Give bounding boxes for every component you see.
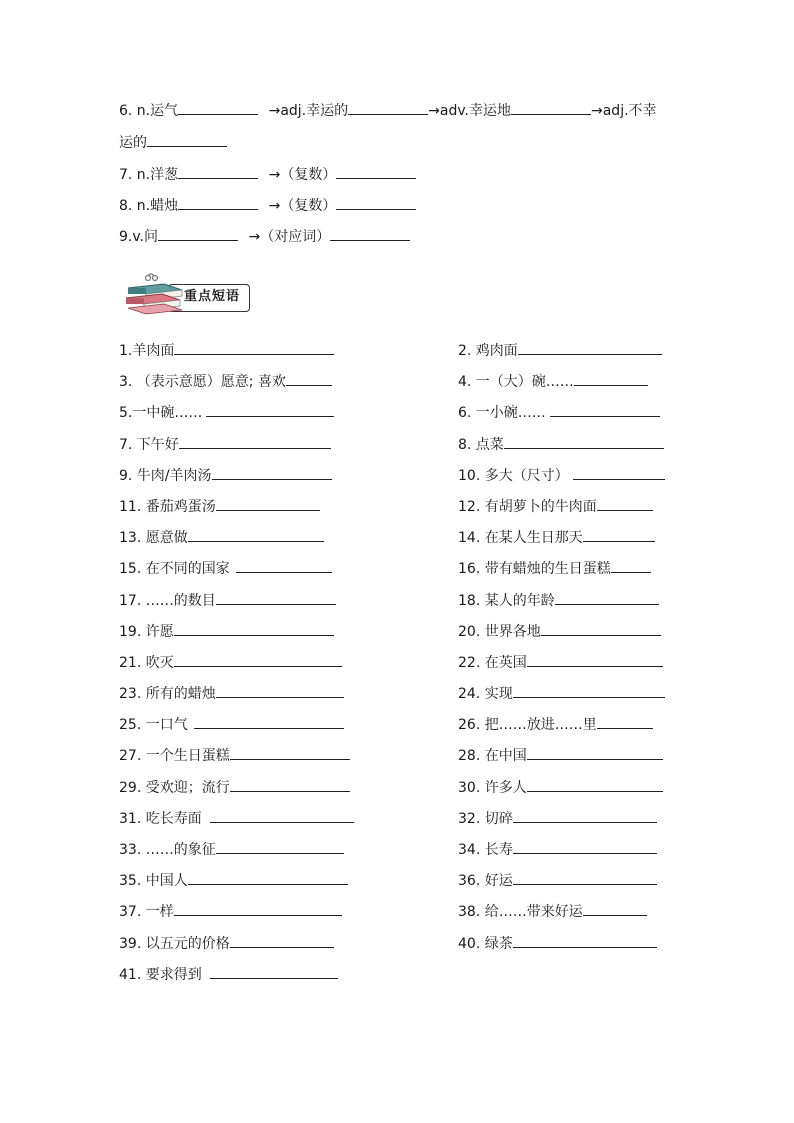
phrase-label: 11. 番茄鸡蛋汤	[119, 498, 216, 515]
phrase-label: 13. 愿意做	[119, 530, 188, 547]
phrase-label: 12. 有胡萝卜的牛肉面	[458, 498, 597, 515]
phrase-label: 41. 要求得到	[119, 966, 202, 983]
vocab-9-label: 9.v.问	[119, 229, 159, 245]
phrase-label: 26. 把……放进……里	[458, 717, 597, 734]
phrase-label: 20. 世界各地	[458, 623, 541, 640]
phrase-item	[119, 714, 344, 736]
phrase-item	[119, 839, 344, 861]
phrase-item	[119, 745, 350, 767]
phrase-label: 4. 一（大）碗……	[458, 374, 574, 391]
phrase-item	[119, 340, 334, 362]
vocab-line-6-cont	[119, 132, 227, 153]
phrase-label: 25. 一口气	[119, 717, 188, 734]
answer-blank[interactable]	[230, 777, 350, 792]
answer-blank[interactable]	[573, 465, 665, 480]
phrase-item	[119, 621, 334, 643]
answer-blank[interactable]	[188, 870, 348, 885]
answer-blank[interactable]	[216, 839, 344, 854]
phrase-label: 32. 切碎	[458, 810, 513, 827]
answer-blank[interactable]	[174, 621, 334, 636]
answer-blank[interactable]	[597, 714, 653, 729]
phrase-item	[119, 901, 342, 923]
phrase-item	[119, 683, 344, 705]
phrase-row	[119, 590, 679, 621]
phrase-item	[458, 621, 661, 643]
answer-blank[interactable]	[574, 371, 648, 386]
vocab-line-7	[119, 164, 416, 185]
answer-blank[interactable]	[513, 870, 657, 885]
phrase-label: 10. 多大（尺寸）	[458, 467, 569, 484]
vocab-6-adv: →adv.幸运地	[428, 103, 511, 119]
phrase-item	[458, 714, 653, 736]
phrase-row	[119, 371, 679, 402]
answer-blank[interactable]	[286, 371, 332, 386]
answer-blank[interactable]	[504, 434, 664, 449]
phrase-label: 6. 一小碗……	[458, 405, 546, 422]
answer-blank[interactable]	[550, 402, 660, 417]
phrase-label: 8. 点菜	[458, 436, 504, 453]
phrase-item	[458, 777, 663, 799]
phrase-label: 35. 中国人	[119, 873, 188, 890]
phrase-label: 31. 吃长寿面	[119, 810, 202, 827]
answer-blank[interactable]	[216, 683, 344, 698]
answer-blank[interactable]	[513, 839, 657, 854]
phrase-row	[119, 839, 679, 870]
answer-blank[interactable]	[611, 558, 651, 573]
phrase-label: 15. 在不同的国家	[119, 561, 230, 578]
phrase-item	[458, 496, 653, 518]
phrase-label: 29. 受欢迎；流行	[119, 779, 230, 796]
answer-blank[interactable]	[216, 496, 320, 511]
phrase-row	[119, 933, 679, 964]
phrase-label: 36. 好运	[458, 873, 513, 890]
phrase-item	[458, 652, 663, 674]
phrase-label: 23. 所有的蜡烛	[119, 686, 216, 703]
answer-blank[interactable]	[174, 652, 342, 667]
phrase-row	[119, 402, 679, 433]
phrase-row	[119, 496, 679, 527]
vocab-line-8	[119, 195, 416, 216]
vocab-6-neg: →adj.不幸	[591, 103, 657, 119]
phrase-row	[119, 683, 679, 714]
answer-blank[interactable]	[527, 652, 663, 667]
phrase-item	[119, 496, 320, 518]
phrase-row	[119, 621, 679, 652]
phrase-item	[119, 465, 332, 487]
phrase-item	[458, 933, 657, 955]
vocab-line-6	[119, 100, 657, 121]
answer-blank[interactable]	[210, 808, 354, 823]
phrase-label: 16. 带有蜡烛的生日蛋糕	[458, 561, 611, 578]
phrase-label: 14. 在某人生日那天	[458, 530, 583, 547]
phrase-label: 22. 在英国	[458, 654, 527, 671]
phrase-row	[119, 527, 679, 558]
phrase-label: 34. 长寿	[458, 842, 513, 858]
phrase-item	[119, 371, 332, 393]
phrase-label: 17. ……的数目	[119, 592, 216, 609]
answer-blank[interactable]	[527, 745, 663, 760]
vocab-8-label: 8. n.蜡烛	[119, 198, 179, 214]
vocab-6-adj: →adj.幸运的	[268, 103, 349, 119]
section-title: 重点短语	[184, 289, 241, 304]
phrase-label: 40. 绿茶	[458, 935, 513, 952]
phrase-item	[458, 527, 655, 549]
phrase-item	[458, 465, 665, 487]
answer-blank[interactable]	[174, 340, 334, 355]
phrase-item	[119, 402, 334, 424]
phrase-label: 18. 某人的年龄	[458, 592, 555, 609]
answer-blank[interactable]	[174, 901, 342, 916]
answer-blank[interactable]	[212, 465, 332, 480]
answer-blank[interactable]	[230, 933, 334, 948]
answer-blank[interactable]	[511, 100, 591, 115]
phrase-item	[119, 652, 342, 674]
phrase-item	[458, 808, 657, 830]
answer-blank[interactable]	[216, 590, 336, 605]
phrase-item	[458, 839, 657, 861]
phrase-label: 30. 许多人	[458, 779, 527, 796]
phrase-label: 37. 一样	[119, 904, 174, 921]
phrase-item	[458, 870, 657, 892]
answer-blank[interactable]	[513, 683, 665, 698]
answer-blank[interactable]	[147, 132, 227, 147]
answer-blank[interactable]	[527, 777, 663, 792]
phrase-row	[119, 901, 679, 932]
vocab-9-opposite: →（对应词）	[248, 229, 331, 245]
answer-blank[interactable]	[513, 808, 657, 823]
answer-blank[interactable]	[158, 226, 238, 241]
answer-blank[interactable]	[236, 558, 332, 573]
answer-blank[interactable]	[230, 745, 350, 760]
phrase-item	[119, 933, 334, 955]
phrase-item	[458, 371, 648, 393]
phrase-label: 38. 给……带来好运	[458, 904, 583, 921]
phrase-label: 3. （表示意愿）愿意; 喜欢	[119, 374, 286, 391]
phrase-label: 27. 一个生日蛋糕	[119, 748, 230, 765]
answer-blank[interactable]	[555, 590, 659, 605]
phrase-item	[119, 590, 336, 612]
answer-blank[interactable]	[178, 164, 258, 179]
answer-blank[interactable]	[194, 714, 344, 729]
phrase-row	[119, 434, 679, 465]
phrase-row	[119, 652, 679, 683]
answer-blank[interactable]	[178, 195, 258, 210]
vocab-7-plural: →（复数）	[268, 167, 337, 183]
vocab-8-plural: →（复数）	[268, 198, 337, 214]
phrase-item	[458, 402, 660, 424]
phrase-row	[119, 714, 679, 745]
stacked-books-icon	[124, 270, 188, 316]
answer-blank[interactable]	[348, 100, 428, 115]
phrase-row	[119, 870, 679, 901]
vocab-7-label: 7. n.洋葱	[119, 167, 179, 183]
phrase-label: 19. 许愿	[119, 623, 174, 640]
phrase-label: 1.羊肉面	[119, 343, 175, 359]
phrase-label: 7. 下午好	[119, 436, 179, 453]
phrase-item	[458, 434, 664, 456]
phrase-item	[458, 590, 659, 612]
answer-blank[interactable]	[330, 226, 410, 241]
phrase-item	[458, 340, 662, 362]
phrase-item	[119, 777, 350, 799]
answer-blank[interactable]	[178, 100, 258, 115]
phrase-label: 39. 以五元的价格	[119, 935, 230, 952]
answer-blank[interactable]	[583, 527, 655, 542]
phrase-row	[119, 340, 679, 371]
answer-blank[interactable]	[518, 340, 662, 355]
phrase-row	[119, 964, 679, 995]
phrase-label: 5.一中碗……	[119, 405, 203, 422]
phrase-label: 21. 吹灭	[119, 654, 174, 671]
phrase-label: 24. 实现	[458, 686, 513, 703]
phrase-item	[458, 558, 651, 580]
answer-blank[interactable]	[597, 496, 653, 511]
phrase-row	[119, 777, 679, 808]
answer-blank[interactable]	[583, 901, 647, 916]
vocab-line-9	[119, 226, 410, 247]
phrase-grid	[119, 340, 679, 995]
phrase-item	[119, 558, 332, 580]
phrase-item	[119, 964, 338, 986]
phrase-row	[119, 745, 679, 776]
answer-blank[interactable]	[210, 964, 338, 979]
answer-blank[interactable]	[179, 434, 331, 449]
phrase-row	[119, 465, 679, 496]
phrase-label: 2. 鸡肉面	[458, 343, 518, 359]
phrase-label: 9. 牛肉/羊肉汤	[119, 467, 212, 484]
phrase-item	[458, 901, 647, 923]
phrase-item	[119, 434, 331, 456]
section-header	[124, 270, 256, 316]
phrase-item	[119, 870, 348, 892]
answer-blank[interactable]	[513, 933, 657, 948]
phrase-label: 33. ……的象征	[119, 842, 216, 858]
answer-blank[interactable]	[188, 527, 324, 542]
answer-blank[interactable]	[541, 621, 661, 636]
answer-blank[interactable]	[336, 195, 416, 210]
vocab-6-cont-label: 运的	[119, 135, 147, 151]
phrase-label: 28. 在中国	[458, 748, 527, 765]
phrase-item	[119, 808, 354, 830]
phrase-item	[458, 745, 663, 767]
phrase-row	[119, 808, 679, 839]
answer-blank[interactable]	[206, 402, 334, 417]
vocab-6-label: 6. n.运气	[119, 103, 179, 119]
phrase-row	[119, 558, 679, 589]
answer-blank[interactable]	[336, 164, 416, 179]
phrase-item	[119, 527, 324, 549]
phrase-item	[458, 683, 665, 705]
